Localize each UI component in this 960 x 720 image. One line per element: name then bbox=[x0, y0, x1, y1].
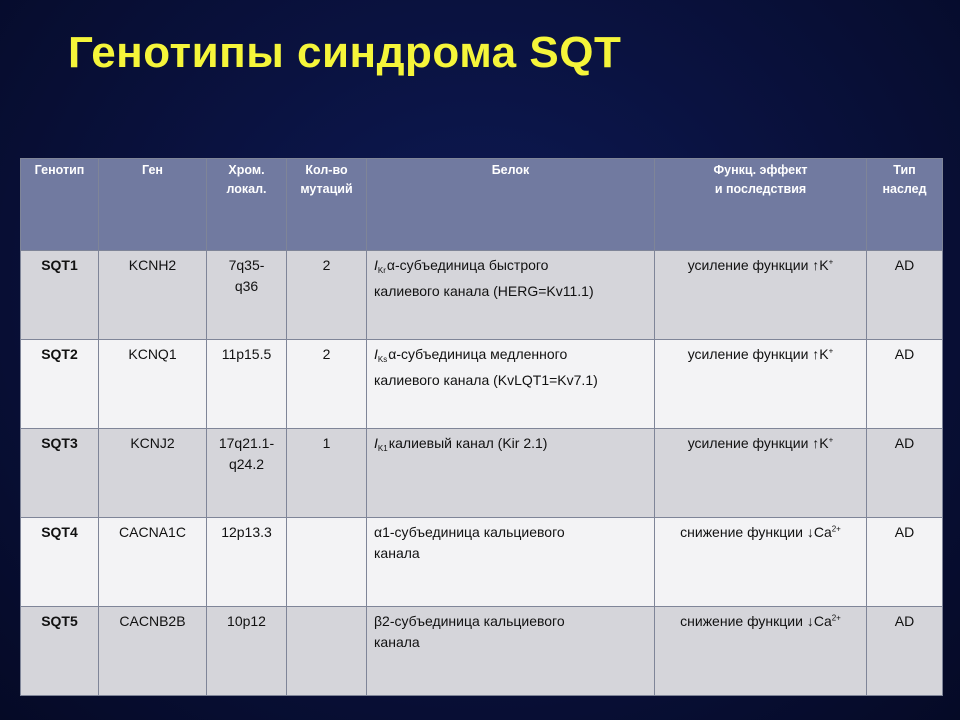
current-symbol: $I_{Kr}$ bbox=[374, 257, 386, 275]
genotype-cell: SQT5 bbox=[21, 607, 99, 696]
genotype-cell: SQT1 bbox=[21, 251, 99, 340]
header-gene: Ген bbox=[99, 159, 207, 251]
genotype-cell: SQT3 bbox=[21, 429, 99, 518]
inheritance-cell: AD bbox=[867, 251, 943, 340]
protein-text: α-субъединица быстрого калиевого канала (HERG=Kv11.1) bbox=[374, 257, 594, 299]
header-effect: Функц. эффект и последствия bbox=[655, 159, 867, 251]
table-row bbox=[21, 251, 943, 340]
inheritance-cell: AD bbox=[867, 518, 943, 607]
table-row bbox=[21, 429, 943, 518]
protein-cell bbox=[367, 251, 655, 340]
header-chrom: Хром. локал. bbox=[207, 159, 287, 251]
inheritance-cell: AD bbox=[867, 340, 943, 429]
genotype-cell: SQT4 bbox=[21, 518, 99, 607]
chrom-cell: 11p15.5 bbox=[207, 340, 287, 429]
mutations-cell: 2 bbox=[287, 340, 367, 429]
mutations-cell bbox=[287, 518, 367, 607]
protein-cell: α1-субъединица кальциевого канала bbox=[367, 518, 655, 607]
mutations-cell: 1 bbox=[287, 429, 367, 518]
mutations-cell bbox=[287, 607, 367, 696]
inheritance-cell: AD bbox=[867, 429, 943, 518]
table-header-row bbox=[21, 159, 943, 251]
protein-text: α-субъединица медленного калиевого канала (KvLQT1=Kv7.1) bbox=[374, 346, 598, 388]
chrom-cell: 12p13.3 bbox=[207, 518, 287, 607]
effect-cell: усиление функции ↑K+ bbox=[655, 429, 867, 518]
protein-cell bbox=[367, 429, 655, 518]
current-symbol: $I_{Ks}$ bbox=[374, 346, 388, 364]
table-row bbox=[21, 340, 943, 429]
gene-cell: CACNB2B bbox=[99, 607, 207, 696]
mutations-cell: 2 bbox=[287, 251, 367, 340]
header-genotype: Генотип bbox=[21, 159, 99, 251]
protein-text: калиевый канал (Kir 2.1) bbox=[388, 435, 548, 451]
header-protein: Белок bbox=[367, 159, 655, 251]
protein-cell bbox=[367, 340, 655, 429]
effect-cell: усиление функции ↑K+ bbox=[655, 251, 867, 340]
header-mutations: Кол-во мутаций bbox=[287, 159, 367, 251]
gene-cell: CACNA1C bbox=[99, 518, 207, 607]
table-row bbox=[21, 607, 943, 696]
table-row bbox=[21, 518, 943, 607]
inheritance-cell: AD bbox=[867, 607, 943, 696]
protein-cell: β2-субъединица кальциевого канала bbox=[367, 607, 655, 696]
effect-cell: снижение функции $↓Ca^{2+}$ bbox=[655, 518, 867, 607]
genotype-table bbox=[20, 158, 943, 696]
current-symbol: $I_{K1}$ bbox=[374, 435, 388, 453]
chrom-cell: 10p12 bbox=[207, 607, 287, 696]
gene-cell: KCNQ1 bbox=[99, 340, 207, 429]
gene-cell: KCNH2 bbox=[99, 251, 207, 340]
gene-cell: KCNJ2 bbox=[99, 429, 207, 518]
chrom-cell: 17q21.1- q24.2 bbox=[207, 429, 287, 518]
header-inheritance: Тип наслед bbox=[867, 159, 943, 251]
effect-cell: снижение функции $↓Ca^{2+}$ bbox=[655, 607, 867, 696]
genotype-cell: SQT2 bbox=[21, 340, 99, 429]
slide-title: Генотипы синдрома SQT bbox=[68, 28, 622, 77]
effect-cell: усиление функции ↑K+ bbox=[655, 340, 867, 429]
chrom-cell: 7q35- q36 bbox=[207, 251, 287, 340]
